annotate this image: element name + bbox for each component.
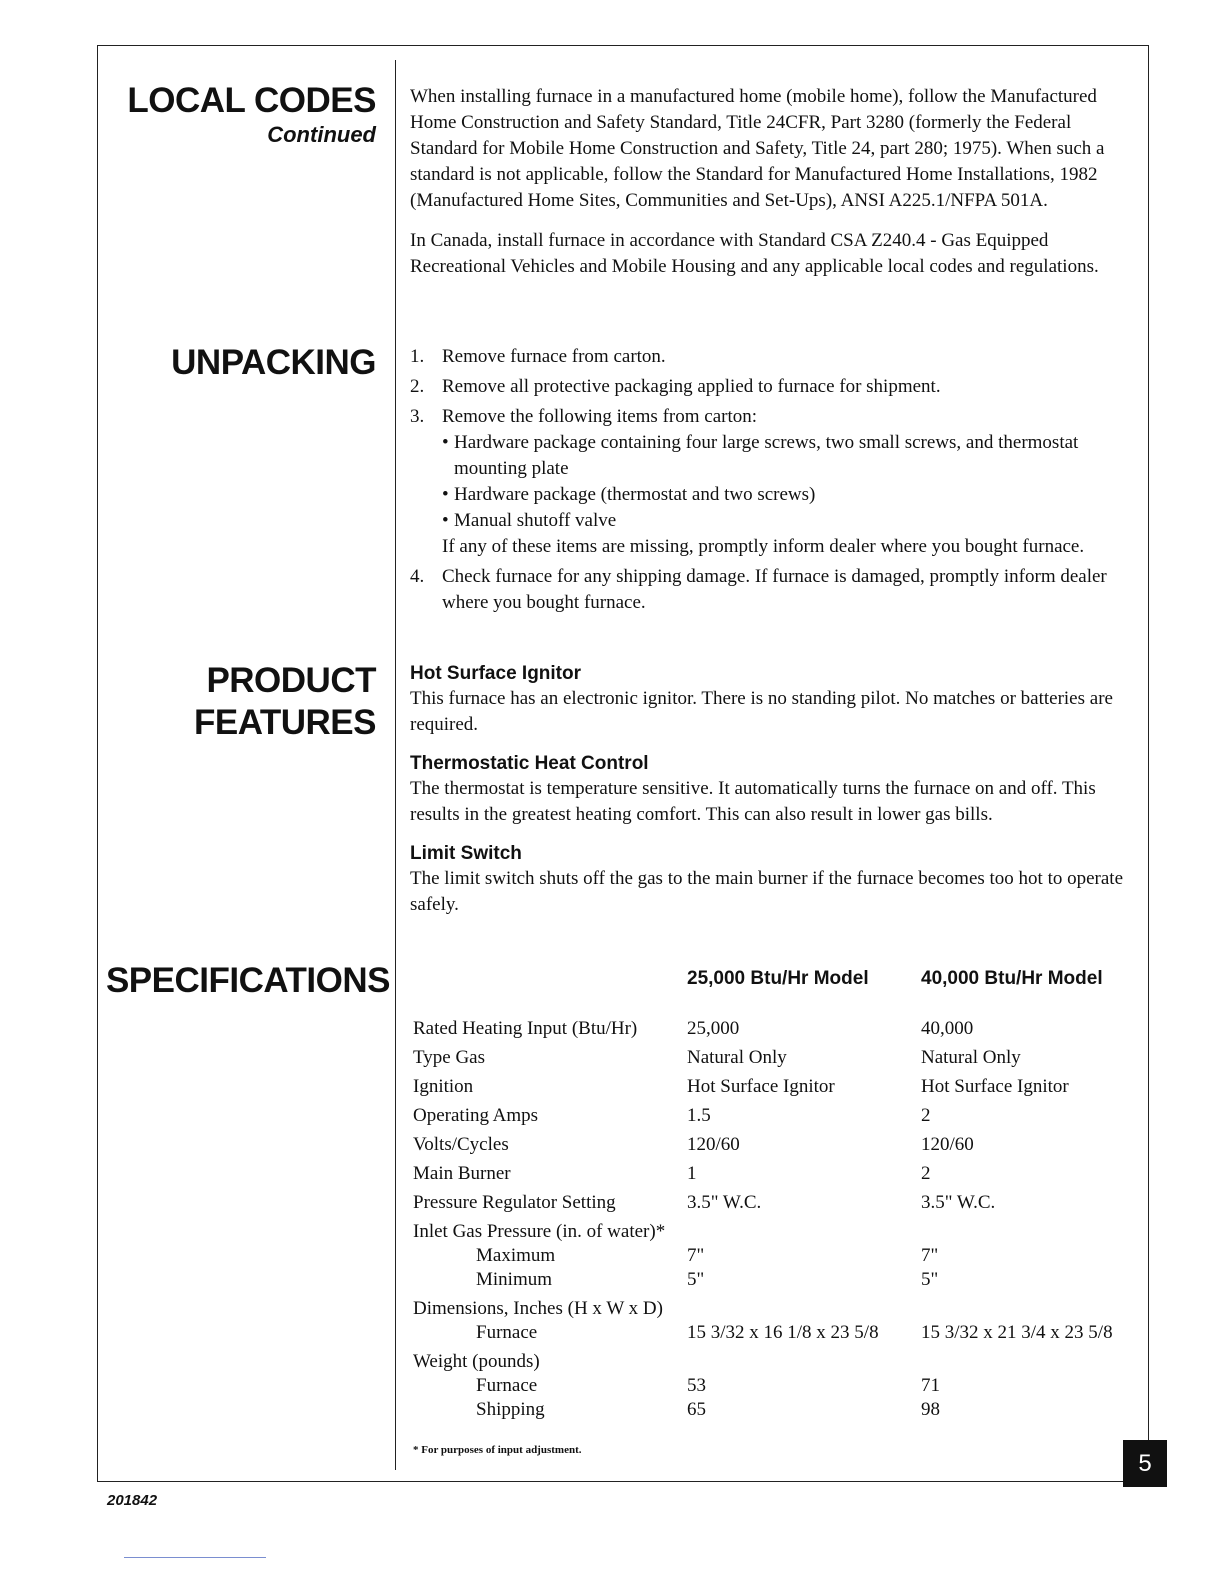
table-row: Inlet Gas Pressure (in. of water)*: [413, 1221, 666, 1242]
spec-footnote: * For purposes of input adjustment.: [413, 1444, 582, 1456]
product-features-heading-line2: FEATURES: [193, 703, 376, 742]
list-item: 2. Remove all protective packaging applied to furnace for shipment.: [410, 376, 941, 397]
list-item: • Hardware package containing four large screws, two small screws, and thermostat mounting plate: [442, 430, 1130, 482]
list-item: 3. Remove the following items from carton: • Hardware package containing four large screws, two small screws, and thermostat mounting plate • Hardware package (thermostat and two screws) • Manual shutoff valve If any of these items are missing, promptly inform dealer where you bought furnace.: [410, 404, 1130, 560]
feature-text: This furnace has an electronic ignitor. There is no standing pilot. No matches or batteries are required.: [410, 688, 1113, 735]
local-codes-subtitle: Continued: [267, 122, 376, 147]
page-number: 5: [1123, 1440, 1167, 1487]
spec-col-header-25000: 25,000 Btu/Hr Model: [687, 968, 869, 989]
unpacking-items-list: [442, 430, 1130, 534]
list-item: • Hardware package (thermostat and two screws): [442, 482, 1130, 508]
specifications-heading-block: [100, 960, 390, 1002]
list-item: • Manual shutoff valve: [442, 508, 1130, 534]
feature-title: Hot Surface Ignitor: [410, 663, 582, 684]
feature-title: Limit Switch: [410, 843, 522, 864]
feature-text: The thermostat is temperature sensitive. It automatically turns the furnace on and off. This results in the greatest heating comfort. This can also result in lower gas bills.: [410, 778, 1096, 825]
feature-text: The limit switch shuts off the gas to the main burner if the furnace becomes too hot to operate safely.: [410, 868, 1124, 915]
bottom-rule: [124, 1557, 266, 1558]
table-row: Type Gas Natural Only Natural Only: [413, 1047, 1021, 1068]
missing-items-note: If any of these items are missing, promptly inform dealer where you bought furnace.: [442, 536, 1085, 557]
spec-header-row: [413, 966, 1143, 1018]
table-row: Main Burner 1 2: [413, 1163, 931, 1184]
table-row: Minimum 5" 5": [476, 1269, 939, 1290]
table-row: Weight (pounds): [413, 1351, 540, 1372]
product-features-heading-block: [100, 660, 376, 744]
table-row: Furnace 53 71: [476, 1375, 940, 1396]
local-codes-paragraph: When installing furnace in a manufactured home (mobile home), follow the Manufactured Home Construction and Safety Standard, Title 24CFR, Part 3280 (formerly the Federal Standard for Mobile Home Construction and Safety, Title 24, part 280; 1975). When such a standard is not applicable, follow the Standard for Manufactured Home Installations, 1982 (Manufactured Home Sites, Communities and Set-Ups), ANSI A225.1/NFPA 501A.: [410, 86, 1105, 211]
local-codes-heading-block: [100, 80, 376, 148]
feature-title: Thermostatic Heat Control: [410, 753, 649, 774]
specifications-heading: SPECIFICATIONS: [105, 961, 390, 1000]
page-frame-bottom: [97, 1481, 1123, 1482]
document-number: 201842: [107, 1492, 158, 1509]
canada-paragraph: In Canada, install furnace in accordance with Standard CSA Z240.4 - Gas Equipped Recreational Vehicles and Mobile Housing and any applicable local codes and regulations.: [410, 230, 1099, 277]
table-row: Shipping 65 98: [476, 1399, 940, 1420]
table-row: Dimensions, Inches (H x W x D): [413, 1298, 663, 1319]
table-row: Furnace 15 3/32 x 16 1/8 x 23 5/8 15 3/32 x 21 3/4 x 23 5/8: [476, 1322, 1113, 1343]
local-codes-heading: LOCAL CODES: [127, 81, 376, 120]
table-row: Rated Heating Input (Btu/Hr) 25,000 40,000: [413, 1018, 974, 1039]
table-row: Operating Amps 1.5 2: [413, 1105, 931, 1126]
unpacking-heading-block: [100, 342, 376, 384]
unpacking-body: [410, 344, 1130, 620]
unpacking-steps: [410, 344, 1130, 616]
table-row: Volts/Cycles 120/60 120/60: [413, 1134, 974, 1155]
specifications-table: [413, 966, 1143, 1423]
table-row: Pressure Regulator Setting 3.5" W.C. 3.5" W.C.: [413, 1192, 996, 1213]
product-features-body: [410, 662, 1142, 918]
spec-col-header-40000: 40,000 Btu/Hr Model: [921, 968, 1103, 989]
table-row: Ignition Hot Surface Ignitor Hot Surface Ignitor: [413, 1076, 1069, 1097]
column-divider: [395, 60, 396, 1470]
product-features-heading-line1: PRODUCT: [206, 661, 376, 700]
table-row: Maximum 7" 7": [476, 1245, 939, 1266]
list-item: 4. Check furnace for any shipping damage. If furnace is damaged, promptly inform dealer where you bought furnace.: [410, 566, 1107, 613]
unpacking-heading: UNPACKING: [171, 343, 376, 382]
local-codes-body: [410, 84, 1132, 280]
list-item: 1. Remove furnace from carton.: [410, 346, 666, 367]
